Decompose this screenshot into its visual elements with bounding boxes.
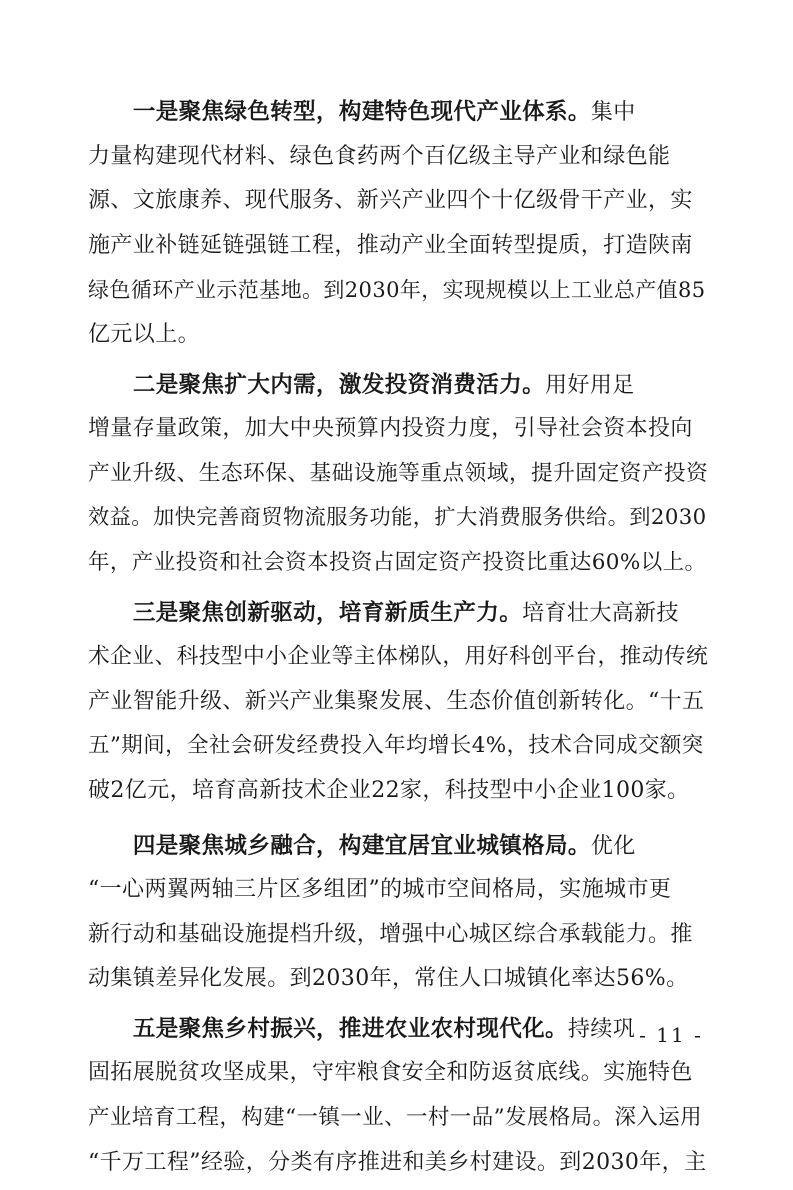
paragraph-line: 产业升级、生态环保、基础设施等重点领域，提升固定资产投资 <box>88 460 709 486</box>
page-number: - 11 - <box>639 1023 703 1047</box>
paragraph-first-line <box>88 363 708 408</box>
paragraph-first-line <box>88 824 708 869</box>
paragraph-line: 亿元以上。 <box>88 321 201 347</box>
paragraph-line: 产业培育工程，构建“一镇一业、一村一品”发展格局。深入运用 <box>88 1105 703 1131</box>
paragraph-rural-revitalization <box>88 1007 708 1185</box>
paragraph-line: 绿色循环产业示范基地。到2030年，实现规模以上工业总产值85 <box>88 278 706 303</box>
paragraph-green-transition <box>88 90 708 358</box>
paragraph-line: 效益。加快完善商贸物流服务功能，扩大消费服务供给。到2030 <box>88 505 707 531</box>
paragraph-text: 集中 <box>590 100 636 125</box>
paragraph-line: 破2亿元，培育高新技术企业22家，科技型中小企业100家。 <box>88 777 690 803</box>
paragraph-first-line <box>88 591 708 636</box>
paragraph-line: 源、文旅康养、现代服务、新兴产业四个十亿级骨干产业，实 <box>88 188 693 214</box>
paragraph-line: 力量构建现代材料、绿色食药两个百亿级主导产业和绿色能 <box>88 143 671 169</box>
paragraph-line: “一心两翼两轴三片区多组团”的城市空间格局，实施城市更 <box>88 877 672 903</box>
paragraph-text: 优化 <box>590 833 636 859</box>
paragraph-lead: 一是聚焦绿色转型，构建特色现代产业体系。 <box>132 99 591 125</box>
paragraph-text: 用好用足 <box>545 372 635 398</box>
paragraph-line: “千万工程”经验，分类有序推进和美乡村建设。到2030年，主 <box>88 1149 707 1175</box>
paragraph-lead: 五是聚焦乡村振兴，推进农业农村现代化。 <box>132 1015 568 1042</box>
paragraph-line: 固拓展脱贫攻坚成果，守牢粮食安全和防返贫底线。实施特色 <box>88 1060 693 1086</box>
paragraph-urban-rural <box>88 824 708 1002</box>
paragraph-lead: 四是聚焦城乡融合，构建宜居宜业城镇格局。 <box>132 832 591 859</box>
paragraph-line: 增量存量政策，加大中央预算内投资力度，引导社会资本投向 <box>88 416 693 442</box>
paragraph-line: 术企业、科技型中小企业等主体梯队，用好科创平台，推动传统 <box>88 644 709 670</box>
paragraph-first-line <box>88 90 708 135</box>
paragraph-innovation <box>88 591 708 814</box>
document-body <box>88 90 708 1190</box>
paragraph-line: 产业智能升级、新兴产业集聚发展、生态价值创新转化。“十五 <box>88 688 705 714</box>
paragraph-line: 新行动和基础设施提档升级，增强中心城区综合承载能力。推 <box>88 921 693 947</box>
paragraph-domestic-demand <box>88 363 708 586</box>
paragraph-lead: 二是聚焦扩大内需，激发投资消费活力。 <box>132 371 546 398</box>
paragraph-text: 培育壮大高新技 <box>522 600 679 626</box>
paragraph-first-line <box>88 1007 708 1052</box>
paragraph-line: 施产业补链延链强链工程，推动产业全面转型提质，打造陕南 <box>88 232 693 258</box>
paragraph-lead: 三是聚焦创新驱动，培育新质生产力。 <box>132 599 523 626</box>
paragraph-line: 动集镇差异化发展。到2030年，常住人口城镇化率达56%。 <box>88 966 689 992</box>
paragraph-line: 年，产业投资和社会资本投资占固定资产投资比重达60%以上。 <box>88 549 707 575</box>
paragraph-text: 持续巩 <box>567 1016 636 1042</box>
paragraph-line: 五”期间，全社会研发经费投入年均增长4%，技术合同成交额突 <box>88 733 704 759</box>
